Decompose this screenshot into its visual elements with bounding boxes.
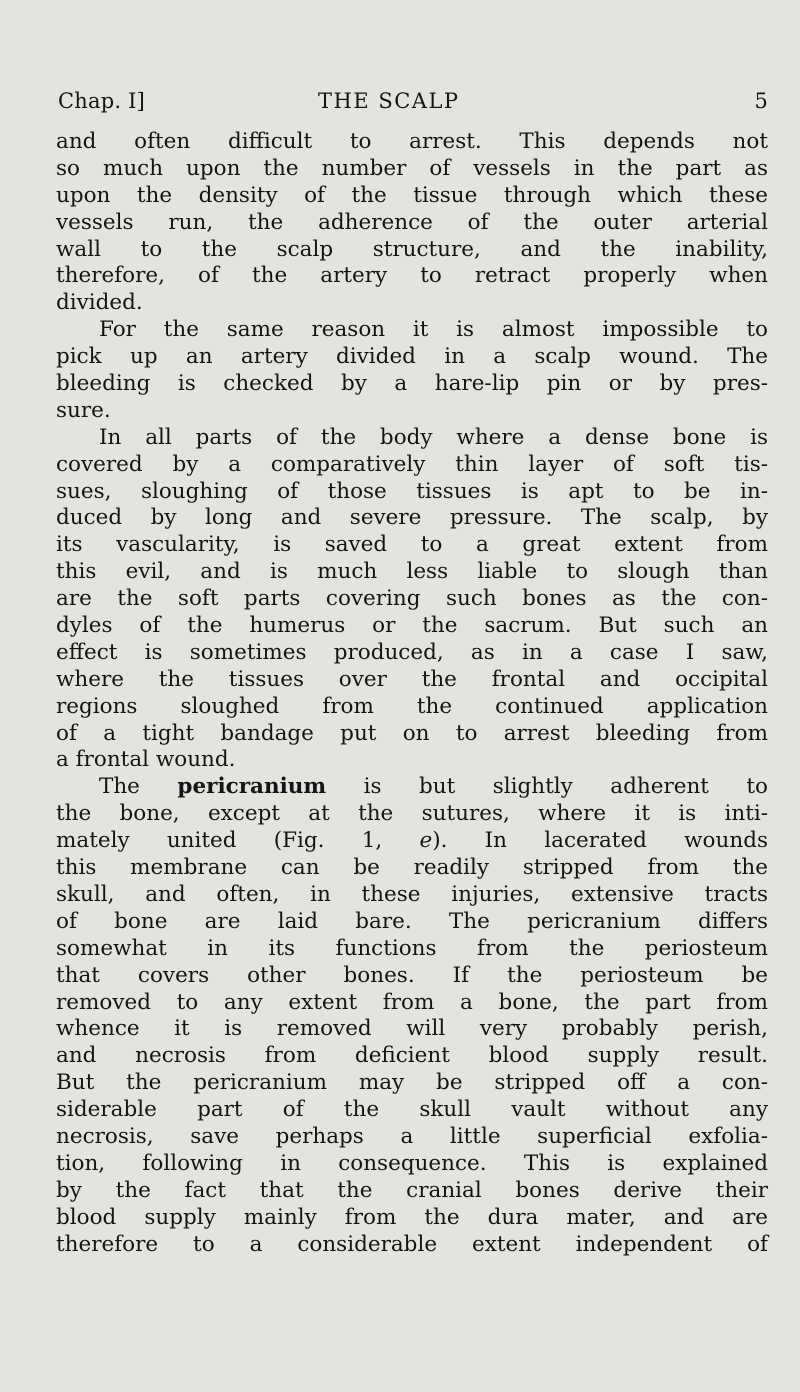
text-line: In all parts of the body where a dense bone is [99,424,768,450]
text-line: of a tight bandage put on to arrest bleeding from [56,720,768,746]
text-line: a frontal wound. [56,747,236,773]
text-line [56,774,768,801]
text-run: is but slightly adherent to [326,774,768,800]
body-text [56,129,768,1258]
text-line: therefore to a considerable extent independent of [56,1231,768,1257]
text-line: sues, sloughing of those tissues is apt to be in- [56,478,768,504]
text-line: bleeding is checked by a hare-lip pin or by pres- [56,371,768,397]
text-line: therefore, of the artery to retract properly when [56,263,768,289]
text-line: removed to any extent from a bone, the part from [56,989,768,1015]
text-line: wall to the scalp structure, and the inability, [56,236,768,262]
text-line: pick up an artery divided in a scalp wound. The [56,344,768,370]
text-run: mately united (Fig. 1, [56,828,420,854]
text-line: dyles of the humerus or the sacrum. But such an [56,613,768,639]
text-line: covered by a comparatively thin layer of soft tis- [56,451,768,477]
text-line: sure. [56,397,111,423]
text-line: But the pericranium may be stripped off a con- [56,1070,768,1096]
text-line: vessels run, the adherence of the outer arterial [56,209,768,235]
page-number: 5 [754,89,768,113]
text-line: this evil, and is much less liable to slough than [56,559,768,585]
bold-term: pericranium [177,774,327,800]
text-line: the bone, except at the sutures, where it is inti- [56,801,768,827]
text-line: whence it is removed will very probably perish, [56,1016,768,1042]
text-run: The [99,774,178,800]
text-line: necrosis, save perhaps a little superficial exfolia- [56,1123,768,1149]
text-line: tion, following in consequence. This is explained [56,1150,768,1176]
text-line: are the soft parts covering such bones as the con- [56,586,768,612]
text-line: blood supply mainly from the dura mater, and are [56,1204,768,1230]
text-line: and often difficult to arrest. This depends not [56,129,768,154]
text-line: and necrosis from deficient blood supply result. [56,1043,768,1069]
text-line: this membrane can be readily stripped from the [56,855,768,881]
italic-figure-ref: e [419,828,433,854]
text-line: regions sloughed from the continued application [56,693,768,719]
page-header-title: THE SCALP [318,89,460,113]
text-line: upon the density of the tissue through which these [56,182,768,208]
text-line: effect is sometimes produced, as in a case I saw, [56,639,768,665]
text-line: For the same reason it is almost impossible to [99,317,768,343]
text-line: duced by long and severe pressure. The scalp, by [56,505,768,531]
text-line: skull, and often, in these injuries, extensive tracts [56,881,768,907]
text-line: that covers other bones. If the periosteum be [56,962,768,988]
running-head [58,86,768,116]
text-line: of bone are laid bare. The pericranium differs [56,908,768,934]
text-line: where the tissues over the frontal and occipital [56,666,768,692]
text-line [56,828,768,855]
text-run: ). In lacerated wounds [432,828,768,854]
text-line: by the fact that the cranial bones derive their [56,1177,768,1203]
text-line: siderable part of the skull vault without any [56,1097,768,1123]
text-line: somewhat in its functions from the periosteum [56,935,768,961]
text-line: divided. [56,290,143,316]
chapter-label: Chap. I] [58,89,145,113]
text-line: its vascularity, is saved to a great extent from [56,532,768,558]
text-line: so much upon the number of vessels in the part as [56,155,768,181]
